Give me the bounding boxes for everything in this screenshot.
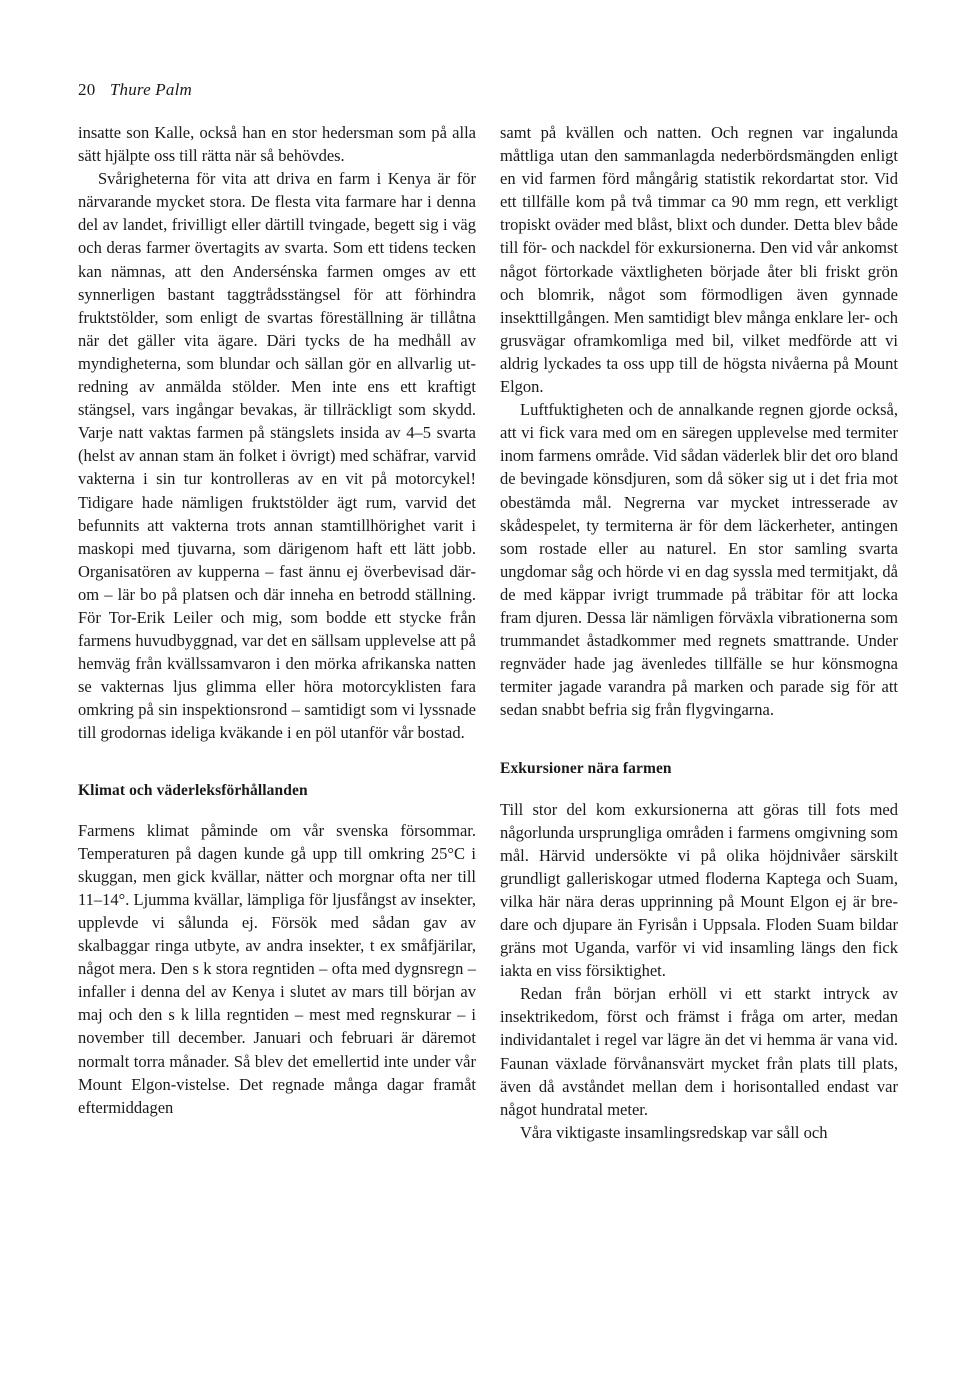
body-paragraph: Till stor del kom exkursionerna att göras till fots med någorlunda ursprungliga områden i farmens omgivning som mål. Härvid undersökte vi på olika höjdnivåer särskilt grundligt galleriskogar utmed floderna Kaptega och Suam, vilka här nära deras upprinning på Mount Elgon ej är bredare och djupare än Fyrisån i Uppsala. Floden Suam bildar gräns mot Uganda, varför vi vid insamling längs den fick iakta en viss försiktighet. — [500, 799, 898, 981]
left-column — [78, 121, 476, 1119]
page-number: 20 — [78, 80, 96, 99]
body-paragraph: samt på kvällen och natten. Och regnen var ingalunda måttliga utan den sammanlagda nederbördsmängden enligt en vid farmen förd mångårig statistik rekordartat stor. Vid ett tillfälle kom på två timmar ca 90 mm regn, ett verkligt tropiskt oväder med blåst, blixt och dunder. Detta blev både till för- och nackdel för exkursionerna. Den vid vår ankomst något förtorkade växtligheten började åter bli friskt grön och blomrik, något som förmodligen även gynnade insekttillgången. Men samtidigt blev många enklare ler- och grusvägar oframkomliga med bil, vilket medförde att vi aldrig lyckades ta oss upp till de högsta nivåerna på Mount Elgon. — [500, 123, 898, 397]
section-heading-climate: Klimat och väderleksförhållanden — [78, 781, 308, 799]
body-paragraph: Redan från början erhöll vi ett starkt intryck av insektrikedom, först och främst i fråga om arter, medan individantalet i regel var lägre än det vi hemma är vana vid. Faunan växlade förvånansvärt mycket från plats till plats, även då avståndet mellan dem i horisontalled endast var något hundratal meter. — [500, 984, 898, 1119]
running-head-author: Thure Palm — [109, 80, 192, 99]
body-paragraph: Svårigheterna för vita att driva en farm i Kenya är för närvarande mycket stora. De flesta vita farmare har i denna del av landet, frivilligt eller därtill tvingade, begett sig i väg och deras farmer övertagits av svarta. Som ett tidens tecken kan nämnas, att den Andersénska farmen omges av ett synnerligen bastant taggtrådsstängsel för att förhindra fruktstölder, som enligt de svartas föreställning är tillåtna när det gäller vita ägare. Däri tycks de ha medhåll av myndigheterna, som blundar och sällan gör en allvarlig utredning av anmälda stölder. Men inte ens ett kraftigt stängsel, vars ingångar bevakas, är tillräckligt som skydd. Varje natt vaktas farmen på stängslets insida av 4–5 svarta (helst av annan stam än folket i övrigt) med schäfrar, varvid vakterna i sin tur kontrolleras av en vit på motorcykel! Tidigare hade nämligen fruktstölder ägt rum, varvid det befunnits att vakterna trots annan stamtillhörighet varit i maskopi med tjuvarna, som därigenom haft ett lätt jobb. Organisatören av kupperna – fast ännu ej överbevisad därom – lär bo på platsen och där inneha en betrodd ställning. För Tor-Erik Leiler och mig, som bodde ett stycke från farmens huvudbyggnad, var det en sällsam upplevelse att på hemväg från kvällssamvaron i den mörka afrikanska natten se vakternas ljus glimma eller höra motorcyklisten fara omkring på sin inspektionsrond – samtidigt som vi lyssnade till grodornas ideliga kväkande i en pöl utanför vår bostad. — [78, 169, 476, 743]
body-paragraph: Farmens klimat påminde om vår svenska försommar. Temperaturen på dagen kunde gå upp till omkring 25°C i skuggan, men gick kvällar, nätter och morgnar ofta ner till 11–14°. Ljumma kvällar, lämpliga för ljusfångst av insekter, upplevde vi sålunda ej. Försök med sådan gav av skalbaggar ringa utbyte, av andra insekter, t ex småfjärilar, något mera. Den s k stora regntiden – ofta med dygnsregn – infaller i denna del av Kenya i slutet av mars till början av maj och den s k lilla regntiden – mest med regnskurar – i november till december. Januari och februari är däremot normalt torra månader. Så blev det emellertid inte under vår Mount Elgon-vistelse. Det regnade många dagar framåt eftermiddagen — [78, 820, 476, 1117]
running-head — [78, 80, 192, 100]
section-heading-excursions: Exkursioner nära farmen — [500, 760, 672, 778]
body-paragraph: Våra viktigaste insamlingsredskap var såll och — [520, 1122, 828, 1142]
right-column — [500, 121, 898, 1144]
body-paragraph: Luftfuktigheten och de annalkande regnen gjorde också, att vi fick vara med om en säregen upplevelse med termiter inom farmens område. Vid sådan väderlek blir det oro bland de bevingade könsdjuren, som då söker sig ut i det fria mot obestämda mål. Negrerna var mycket intresserade av skådespelet, ty termiterna är för dem läckerheter, antingen som rostade eller au naturel. En stor samling svarta ungdomar såg och hörde vi en dag syssla med termitjakt, då de med käppar ivrigt trummade på träbitar för att locka fram djuren. Dessa lär nämligen förväxla vibrationerna som trummandet åstadkommer med regnets smattrande. Under regnväder hade jag ävenledes tillfälle se hur könsmogna termiter jagade varandra på marken och parade sig för att sedan snabbt befria sig från flygvingarna. — [500, 400, 898, 720]
body-paragraph: insatte son Kalle, också han en stor hedersman som på alla sätt hjälpte oss till rätta när så behövdes. — [78, 123, 476, 166]
